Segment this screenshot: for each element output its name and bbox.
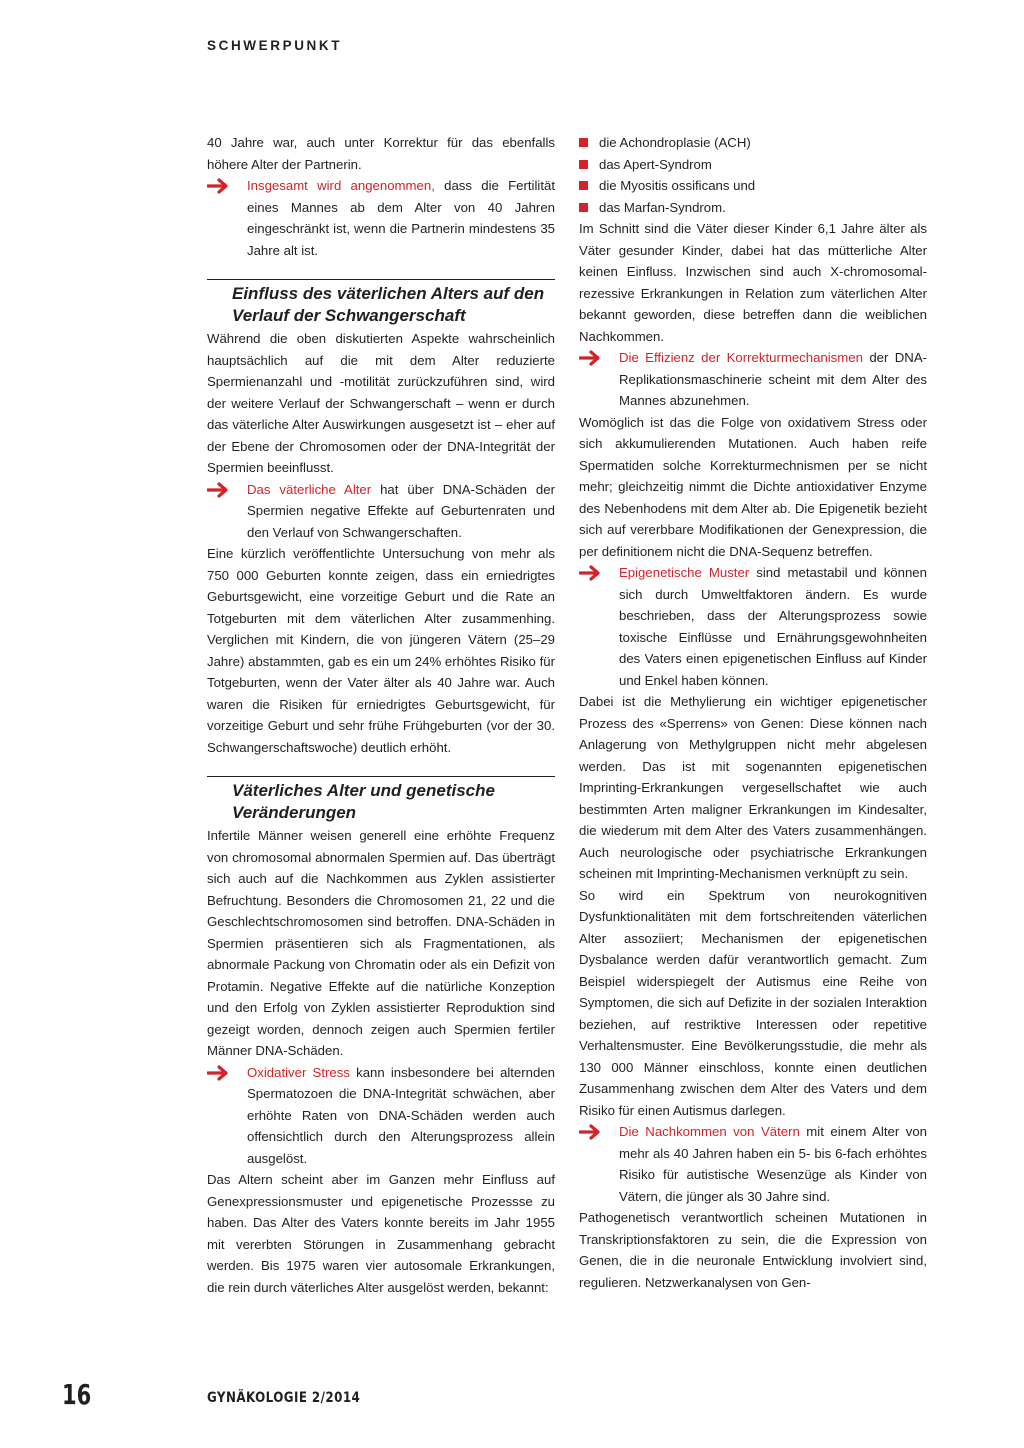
list-item-text: das Apert-Syndrom	[599, 156, 712, 172]
callout-highlight: Insgesamt wird angenommen,	[247, 178, 435, 193]
paragraph: 40 Jahre war, auch unter Korrektur für das ebenfalls höhere Alter der Partnerin.	[207, 135, 555, 172]
callout-highlight: Oxidativer Stress	[247, 1064, 350, 1080]
callout-text: sind metastabil und können sich durch Umweltfaktoren ändern. Es wurde beschrieben, dass der Alterungsprozess sowie toxische Einflüsse und Ernährungsgewohnheiten des Vaters einen epigenetischen Einfluss auf Kinder und Enkel haben können.	[619, 565, 927, 688]
paragraph: Während die oben diskutierten Aspekte wahrscheinlich hauptsächlich auf die mit dem Alter reduzierte Spermienanzahl und -motilität zurückzuführen sind, wird der weitere Verlauf der Schwangerschaft – wenn er durch das väterliche Alter Auswirkungen ausgesetzt ist – eher auf der Ebene der Chromosomen oder der DNA-Integrität der Spermien beeinflusst.	[207, 331, 555, 475]
red-square-bullet-icon	[579, 160, 588, 169]
red-square-bullet-icon	[579, 138, 588, 147]
red-arrow-icon	[579, 565, 603, 581]
callout	[579, 562, 927, 691]
paragraph: Dabei ist die Methylierung ein wichtiger epigenetischer Prozess des «Sperrens» von Genen: Diese können nach Anlagerung von Methylgruppen nicht mehr abgelesen werden. Das ist mit sogenannten epigenetischen Imprinting-Erkrankungen vergesellschaftet wie auch bestimmten Arten maligner Erkrankungen im Kindesalter, die wiederum mit dem Alter des Vaters zusammenhängen. Auch neurologische oder psychiatrische Erkrankungen scheinen mit Imprinting-Mechanismen verknüpft zu sein.	[579, 694, 927, 881]
callout-highlight: Epigenetische Muster	[619, 565, 750, 580]
paragraph: So wird ein Spektrum von neurokognitiven Dysfunktionalitäten mit dem fortschreitenden väterlichen Alter assoziiert; Mechanismen der epigenetischen Dysbalance werden dafür verantwortlich gemacht. Zum Beispiel widerspiegelt der Autismus eine Reihe von Symptomen, die sich auf Defizite in der sozialen Interaktion beziehen, auf restriktive Interessen oder repetitive Verhaltensmuster. Eine Bevölkerungsstudie, die mehr als 130 000 Männer einschloss, konnte einen deutlichen Zusammenhang zwischen dem Alter des Vaters und dem Risiko für einen Autismus darlegen.	[579, 887, 927, 1118]
callout-text: dass die Fertilität eines Mannes ab dem Alter von 40 Jahren eingeschränkt ist, wenn die Partnerin mindestens 35 Jahre alt ist.	[247, 178, 556, 258]
paragraph: Pathogenetisch verantwortlich scheinen Mutationen in Transkriptionsfaktoren zu sein, die die Expression von Genen, die in die neuronale Entwicklung involviert sind, regulieren. Netzwerkanalysen von Gen-	[579, 1210, 927, 1290]
red-arrow-icon	[207, 1065, 231, 1081]
paragraph: Eine kürzlich veröffentlichte Untersuchung von mehr als 750 000 Geburten konnte zeigen, dass ein erniedrigtes Geburtsgewicht, eine vorzeitige Geburt und die Rate an Totgeburten mit dem väterlichen Alter zusammenhing. Verglichen mit Kindern, die von jüngeren Vätern (25–29 Jahre) abstammten, gab es ein um 24% erhöhtes Risiko für Totgeburten, wenn der Vater älter als 40 Jahre war. Auch waren die Risiken für erniedrigtes Geburtsgewicht, für vorzeitige Geburt und sehr frühe Frühgeburten (vor der 30. Schwangerschaftswoche) deutlich erhöht.	[207, 546, 555, 755]
list-item-text: die Achondroplasie (ACH)	[599, 135, 751, 150]
list-item	[579, 154, 927, 176]
disease-list	[579, 132, 927, 218]
red-square-bullet-icon	[579, 181, 588, 190]
paragraph: Im Schnitt sind die Väter dieser Kinder 6,1 Jahre älter als Väter gesunder Kinder, dabei hat das mütterliche Alter keinen Einfluss. Inzwischen sind auch X-chromosomal-rezessive Erkrankungen in Relation zum väterlichen Alter bekannt geworden, diese betreffen dann die weiblichen Nachkommen.	[579, 221, 927, 344]
section-heading	[207, 279, 555, 328]
red-arrow-icon	[207, 178, 231, 194]
list-item	[579, 132, 927, 154]
section-heading	[207, 776, 555, 825]
journal-title: GYNÄKOLOGIE 2/2014	[207, 1390, 361, 1406]
list-item	[579, 175, 927, 197]
callout	[579, 347, 927, 412]
red-arrow-icon	[579, 1124, 603, 1140]
callout-highlight: Die Effizienz der Korrekturmechanismen	[619, 350, 863, 365]
callout	[207, 175, 555, 261]
callout	[579, 1121, 927, 1207]
callout-text: kann insbesondere bei alternden Spermatozoen die DNA-Integrität schwächen, aber erhöhte Raten von DNA-Schäden werden auch offensichtlich durch den Alterungsprozess allein ausgelöst.	[247, 1064, 555, 1166]
red-arrow-icon	[207, 482, 231, 498]
list-item-text: das Marfan-Syndrom.	[599, 199, 726, 215]
list-item	[579, 197, 927, 219]
callout-highlight: Die Nachkommen von Vätern	[619, 1124, 800, 1139]
callout	[207, 1062, 555, 1170]
callout-highlight: Das väterliche Alter	[247, 481, 372, 497]
heading-text: Väterliches Alter und genetische Veränderungen	[232, 781, 495, 822]
paragraph: Das Altern scheint aber im Ganzen mehr Einfluss auf Genexpressionsmuster und epigenetische Prozessse zu haben. Das Alter des Vaters konnte bereits im Jahr 1955 mit vererbten Störungen in Zusammenhang gebracht werden. Bis 1975 waren vier autosomale Erkrankungen, die rein durch väterliches Alter ausgelöst werden, bekannt:	[207, 1172, 555, 1295]
callout-text: der DNA-Replikationsmaschinerie scheint mit dem Alter des Mannes abzunehmen.	[619, 350, 928, 408]
paragraph: Womöglich ist das die Folge von oxidativem Stress oder sich akkumulierenden Mutationen. Auch haben reife Spermatiden solche Korrekturmechnismen per se nicht mehr; gleichzeitig nimmt die Dichte antioxidativer Enzyme des Nebenhodens mit dem Alter ab. Die Epigenetik bezieht sich auf vererbbare Modifikationen der Genexpression, die per definitionem nicht die DNA-Sequenz betreffen.	[579, 414, 927, 559]
section-header: SCHWERPUNKT	[207, 38, 343, 53]
heading-text: Einfluss des väterlichen Alters auf den Verlauf der Schwangerschaft	[232, 284, 545, 325]
left-column	[207, 132, 555, 1298]
paragraph: Infertile Männer weisen generell eine erhöhte Frequenz von chromosomal abnormalen Spermien auf. Das überträgt sich auch auf die Nachkommen aus Zyklen assistierter Befruchtung. Besonders die Chromosomen 21, 22 und die Geschlechtschromosomen sind betroffen. DNA-Schäden in Spermien präsentieren sich als Fragmentationen, als abnormale Packung von Chromatin oder als ein Defizit von Protamin. Negative Effekte auf die natürliche Konzeption und den Erfolg von Zyklen assistierter Reproduktion sind gezeigt worden, dennoch zeigen auch Spermien fertiler Männer DNA-Schäden.	[207, 828, 555, 1058]
page-number: 16	[62, 1378, 92, 1411]
red-square-bullet-icon	[579, 203, 588, 212]
red-arrow-icon	[579, 350, 603, 366]
callout-text: mit einem Alter von mehr als 40 Jahren haben ein 5- bis 6-fach erhöhtes Risiko für autistische Wesenzüge als Kinder von Vätern, die jünger als 30 Jahre sind.	[619, 1124, 927, 1204]
callout-text: hat über DNA-Schäden der Spermien negative Effekte auf Geburtenraten und den Verlauf von Schwangerschaften.	[247, 481, 555, 540]
list-item-text: die Myositis ossificans und	[599, 178, 756, 193]
callout	[207, 479, 555, 544]
right-column	[579, 132, 927, 1293]
